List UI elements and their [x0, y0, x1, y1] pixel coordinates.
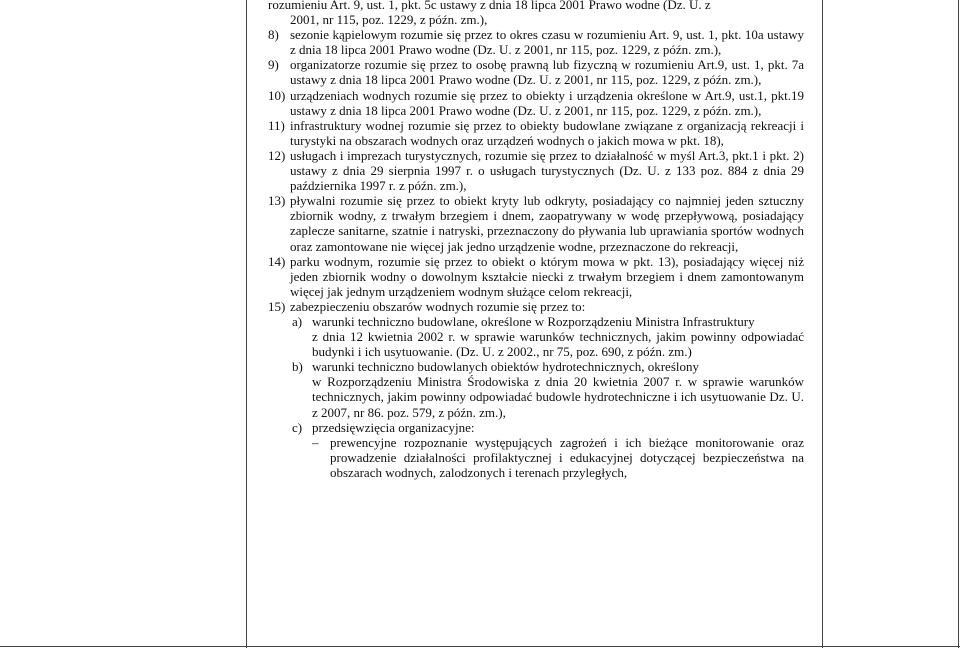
table-bottom-border — [0, 646, 960, 647]
dash-item-text: prewencyjne rozpoznanie występujących zagrożeń i ich bieżące monitorowanie oraz prowadzenie działalności profilaktycznej i edukacyjnej dotyczącej bezpieczeństwa na obszarach wodnych, zalodzonych i terenach przyległych, — [330, 434, 804, 480]
definition-item — [268, 193, 804, 253]
item-text: pływalni rozumie się przez to obiekt kryty lub odkryty, posiadający co najmniej jeden sztuczny zbiornik wodny, z trwałym brzegiem i dnem, zaopatrywany w wodę przepływową, posiadający zaplecze sanitarne, szatnie i natryski, przeznaczony do pływania lub uprawiania sportów wodnych oraz zamontowane nie więcej jak jedno urządzenie wodne, przeznaczone do rekreacji, — [290, 193, 804, 254]
intro-line-1: rozumieniu Art. 9, ust. 1, pkt. 5c ustawy z dnia 18 lipca 2001 Prawo wodne (Dz. U. z — [268, 0, 711, 12]
definition-item — [268, 148, 804, 193]
dash-bullet: – — [312, 434, 319, 450]
definition-item — [268, 57, 804, 87]
definition-item — [268, 118, 804, 148]
item-number: 11) — [268, 117, 285, 133]
definition-item — [268, 299, 804, 314]
item-number: 12) — [268, 147, 286, 163]
subitem-a-label: a) — [292, 313, 303, 329]
item-text: zabezpieczeniu obszarów wodnych rozumie się przez to: — [290, 298, 586, 314]
table-right-border — [958, 0, 959, 648]
column-divider-left — [246, 0, 247, 648]
column-divider-right — [822, 0, 823, 648]
subitem-c — [268, 420, 804, 435]
subitem-b-label: b) — [292, 359, 303, 375]
item-text: infrastruktury wodnej rozumie się przez to obiekty budowlane związane z organizacją rekreacji i turystyki na obszarach wodnych oraz urządzeń wodnych o jakich mowa w pkt. 18), — [290, 117, 804, 148]
subitem-b — [268, 359, 804, 374]
item-number: 9) — [268, 57, 279, 73]
subitem-a — [268, 314, 804, 329]
item-text: sezonie kąpielowym rozumie się przez to okres czasu w rozumieniu Art. 9, ust. 1, pkt. 10a ustawy z dnia 18 lipca 2001 Prawo wodne (Dz. U. z 2001, nr 115, poz. 1229, z późn. zm.), — [290, 27, 804, 58]
item-text: urządzeniach wodnych rozumie się przez to obiekty i urządzenia określone w Art.9, ust.1, pkt.19 ustawy z dnia 18 lipca 2001 Prawo wodne (Dz. U. z 2001, nr 115, poz. 1229, z późn. zm.), — [290, 87, 804, 118]
definition-list — [268, 27, 804, 314]
subitem-c-text: przedsięwzięcia organizacyjne: — [312, 419, 475, 435]
item-text: organizatorze rozumie się przez to osobę prawną lub fizyczną w rozumieniu Art.9, ust. 1, pkt. 7a ustawy z dnia 18 lipca 2001 Prawo wodne (Dz. U. z 2001, nr 115, poz. 1229, z późn. zm.), — [290, 57, 804, 88]
subitem-b-line2: w Rozporządzeniu Ministra Środowiska z dnia 20 kwietnia 2007 r. w sprawie warunków technicznych, jakim powinny odpowiadać budowle hydrotechniczne i ich usytuowanie Dz. U. z 2007, nr 86. poz. 579, z późn. zm.), — [312, 374, 804, 420]
item-number: 14) — [268, 253, 286, 269]
item-number: 15) — [268, 298, 286, 314]
item-number: 10) — [268, 87, 286, 103]
item-text: parku wodnym, rozumie się przez to obiekt o którym mowa w pkt. 13), posiadający więcej niż jeden zbiornik wodny o dowolnym kształcie niecki z trwałym brzegiem i dnem zamontowanym więcej jak jednym urządzeniem wodnym służące celom rekreacji, — [290, 253, 804, 299]
subitem-c-label: c) — [292, 419, 303, 435]
item-number: 8) — [268, 27, 279, 43]
document-text — [268, 0, 804, 480]
subitem-a-line2: z dnia 12 kwietnia 2002 r. w sprawie warunków technicznych, jakim powinny odpowiadać budynki i ich usytuowanie. (Dz. U. z 2002., nr 75, poz. 690, z późn. zm.) — [312, 329, 804, 360]
definition-item — [268, 254, 804, 299]
item-text: usługach i imprezach turystycznych, rozumie się przez to działalność w myśl Art.3, pkt.1 i pkt. 2) ustawy z dnia 29 sierpnia 1997 r. o usługach turystycznych (Dz. U. z 133 poz. 884 z dnia 29 października 1997 r. z późn. zm.), — [290, 147, 804, 194]
definition-item — [268, 27, 804, 57]
intro-line-2: 2001, nr 115, poz. 1229, z późn. zm.), — [290, 12, 488, 28]
subitem-c-dash-item — [268, 435, 804, 480]
item-number: 13) — [268, 193, 286, 209]
subitem-b-line1: warunki techniczno budowlanych obiektów hydrotechnicznych, określony — [312, 359, 699, 375]
definition-item — [268, 88, 804, 118]
subitem-a-line1: warunki techniczno budowlane, określone w Rozporządzeniu Ministra Infrastruktury — [312, 313, 755, 329]
